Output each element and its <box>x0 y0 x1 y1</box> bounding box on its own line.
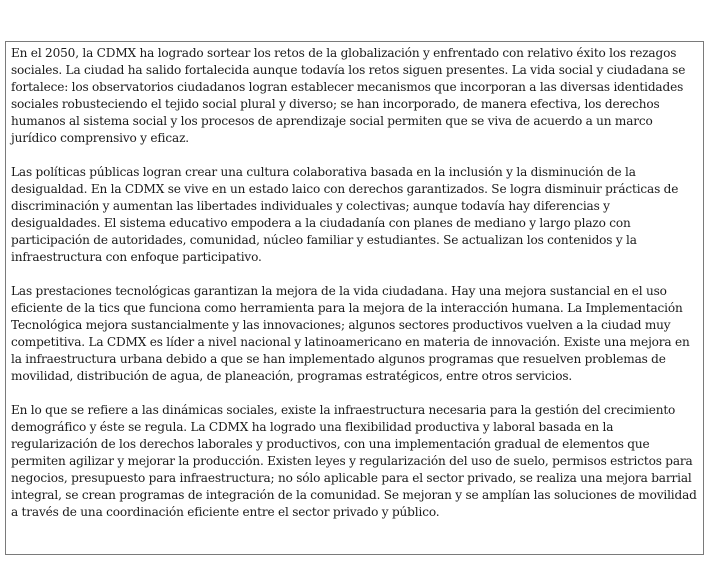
text-box <box>5 41 704 555</box>
paragraph-4: En lo que se refiere a las dinámicas sociales, existe la infraestructura necesaria para la gestión del crecimiento demográfico y éste se regula. La CDMX ha logrado una flexibilidad productiva y laboral basada en la regularización de los derechos laborales y productivos, con una implementación gradual de elementos que permiten agilizar y mejorar la producción. Existen leyes y regularización del uso de suelo, permisos estrictos para negocios, presupuesto para infraestructura; no sólo aplicable para el sector privado, se realiza una mejora barrial integral, se crean programas de integración de la comunidad. Se mejoran y se amplían las soluciones de movilidad a través de una coordinación eficiente entre el sector privado y público. <box>11 403 697 519</box>
paragraph-3: Las prestaciones tecnológicas garantizan la mejora de la vida ciudadana. Hay una mejora sustancial en el uso eficiente de la tics que funciona como herramienta para la mejora de la interacción humana. La Implementación Tecnológica mejora sustancialmente y las innovaciones; algunos sectores productivos vuelven a la ciudad muy competitiva. La CDMX es líder a nivel nacional y latinoamericano en materia de innovación. Existe una mejora en la infraestructura urbana debido a que se han implementado algunos programas que resuelven problemas de movilidad, distribución de agua, de planeación, programas estratégicos, entre otros servicios. <box>11 284 690 383</box>
paragraph-2: Las políticas públicas logran crear una cultura colaborativa basada en la inclusión y la disminución de la desigualdad. En la CDMX se vive en un estado laico con derechos garantizados. Se logra disminuir prácticas de discriminación y aumentan las libertades individuales y colectivas; aunque todavía hay diferencias y desigualdades. El sistema educativo empodera a la ciudadanía con planes de mediano y largo plazo con participación de autoridades, comunidad, núcleo familiar y estudiantes. Se actualizan los contenidos y la infraestructura con enfoque participativo. <box>11 165 679 264</box>
paragraph-1: En el 2050, la CDMX ha logrado sortear los retos de la globalización y enfrentado con relativo éxito los rezagos sociales. La ciudad ha salido fortalecida aunque todavía los retos siguen presentes. La vida social y ciudadana se fortalece: los observatorios ciudadanos logran establecer mecanismos que incorporan a las diversas identidades sociales robusteciendo el tejido social plural y diverso; se han incorporado, de manera efectiva, los derechos humanos al sistema social y los procesos de aprendizaje social permiten que se viva de acuerdo a un marco jurídico comprensivo y eficaz. <box>11 46 686 145</box>
